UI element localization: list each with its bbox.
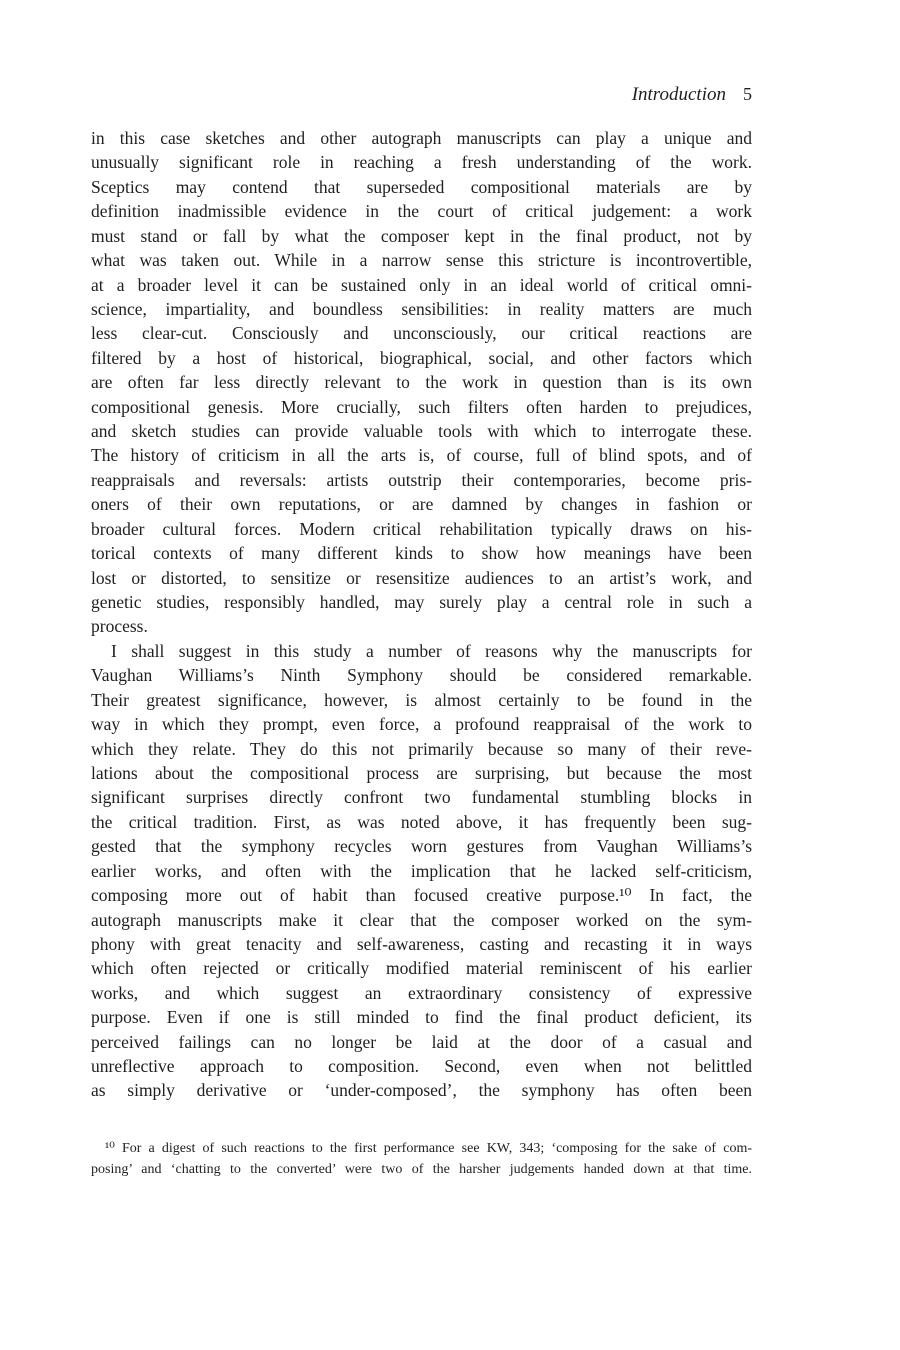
text-line: purpose. Even if one is still minded to find the final product deficient, its — [91, 1007, 752, 1028]
running-header — [91, 83, 752, 106]
text-line: significant surprises directly confront two fundamental stumbling blocks in — [91, 787, 752, 808]
text-line: the critical tradition. First, as was noted above, it has frequently been sug- — [91, 811, 752, 832]
text-line: oners of their own reputations, or are damned by changes in fashion or — [91, 494, 752, 515]
text-line: earlier works, and often with the implication that he lacked self-criticism, — [91, 860, 752, 881]
section-title: Introduction — [631, 84, 726, 105]
text-line: Their greatest significance, however, is almost certainly to be found in the — [91, 689, 752, 710]
text-line: unusually significant role in reaching a fresh understanding of the work. — [91, 152, 752, 173]
text-line: lost or distorted, to sensitize or resensitize audiences to an artist’s work, and — [91, 567, 752, 588]
text-line: genetic studies, responsibly handled, may surely play a central role in such a — [91, 592, 752, 613]
text-line: less clear-cut. Consciously and unconsciously, our critical reactions are — [91, 323, 752, 344]
text-line: as simply derivative or ‘under-composed’, the symphony has often been — [91, 1080, 752, 1101]
text-line: lations about the compositional process are surprising, but because the most — [91, 762, 752, 783]
text-line: autograph manuscripts make it clear that the composer worked on the sym- — [91, 909, 752, 930]
text-line: science, impartiality, and boundless sensibilities: in reality matters are much — [91, 298, 752, 319]
page-number: 5 — [743, 84, 752, 104]
text-line: what was taken out. While in a narrow sense this stricture is incontrovertible, — [91, 250, 752, 271]
body-text — [91, 126, 752, 1103]
text-line: and sketch studies can provide valuable tools with which to interrogate these. — [91, 421, 752, 442]
text-line: composing more out of habit than focused creative purpose.¹⁰ In fact, the — [91, 885, 752, 906]
text-line: are often far less directly relevant to the work in question than is its own — [91, 372, 752, 393]
paragraph — [91, 639, 752, 1103]
text-line: way in which they prompt, even force, a profound reappraisal of the work to — [91, 714, 752, 735]
text-line: process. — [91, 616, 148, 637]
text-line: filtered by a host of historical, biographical, social, and other factors which — [91, 347, 752, 368]
text-line: ¹⁰ For a digest of such reactions to the first performance see KW, 343; ‘composing for the sake of com- — [105, 1141, 752, 1156]
text-line: Sceptics may contend that superseded compositional materials are by — [91, 176, 752, 197]
text-line: torical contexts of many different kinds to show how meanings have been — [91, 543, 752, 564]
text-line: unreflective approach to composition. Second, even when not belittled — [91, 1056, 752, 1077]
paragraph — [91, 1138, 752, 1180]
text-line: phony with great tenacity and self-awareness, casting and recasting it in ways — [91, 933, 752, 954]
text-line: perceived failings can no longer be laid at the door of a casual and — [91, 1031, 752, 1052]
text-line: broader cultural forces. Modern critical rehabilitation typically draws on his- — [91, 518, 752, 539]
text-line: must stand or fall by what the composer kept in the final product, not by — [91, 225, 752, 246]
text-line: Vaughan Williams’s Ninth Symphony should be considered remarkable. — [91, 665, 752, 686]
text-line: definition inadmissible evidence in the court of critical judgement: a work — [91, 201, 752, 222]
text-line: posing’ and ‘chatting to the converted’ were two of the harsher judgements handed down at that time. — [91, 1162, 752, 1177]
text-line: works, and which suggest an extraordinary consistency of expressive — [91, 982, 752, 1003]
text-line: in this case sketches and other autograph manuscripts can play a unique and — [91, 128, 752, 148]
text-line: The history of criticism in all the arts is, of course, full of blind spots, and of — [91, 445, 752, 466]
text-line: at a broader level it can be sustained only in an ideal world of critical omni- — [91, 274, 752, 295]
text-line: which they relate. They do this not primarily because so many of their reve- — [91, 738, 752, 759]
text-line: compositional genesis. More crucially, such filters often harden to prejudices, — [91, 396, 752, 417]
text-line: gested that the symphony recycles worn gestures from Vaughan Williams’s — [91, 836, 752, 857]
footnote — [91, 1138, 752, 1180]
text-line: reappraisals and reversals: artists outstrip their contemporaries, become pris- — [91, 469, 752, 490]
paragraph — [91, 126, 752, 639]
text-line: I shall suggest in this study a number of reasons why the manuscripts for — [111, 640, 752, 661]
text-line: which often rejected or critically modified material reminiscent of his earlier — [91, 958, 752, 979]
